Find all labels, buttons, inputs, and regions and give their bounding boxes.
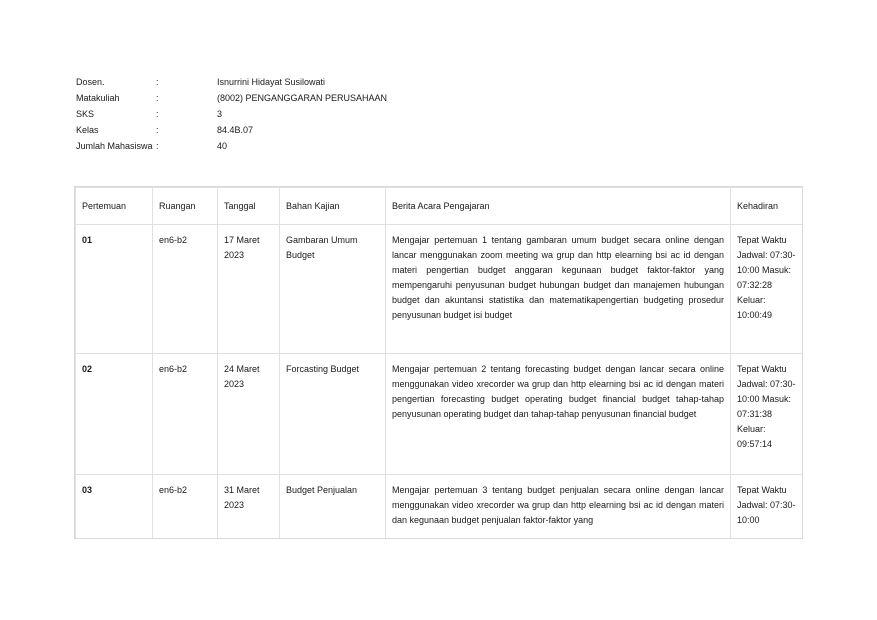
info-row-jumlah (76, 138, 387, 154)
cell-berita-acara: Mengajar pertemuan 3 tentang budget penjualan secara online dengan lancar menggunakan video xrecorder wa grup dan http elearning bsi ac id dengan materi dan kegunaan budget penjualan faktor-faktor yang (386, 475, 731, 540)
info-colon: : (156, 109, 159, 119)
cell-pertemuan: 01 (76, 225, 153, 354)
cell-tanggal: 24 Maret 2023 (218, 354, 280, 475)
table-row (76, 475, 804, 540)
info-row-kelas (76, 122, 387, 138)
header-berita-acara: Berita Acara Pengajaran (386, 188, 731, 225)
table-row (76, 354, 804, 475)
course-info (76, 74, 387, 154)
info-value: Isnurrini Hidayat Susilowati (217, 77, 326, 87)
header-pertemuan: Pertemuan (76, 188, 153, 225)
info-label: SKS (76, 109, 95, 119)
cell-berita-acara: Mengajar pertemuan 1 tentang gambaran umum budget secara online dengan lancar menggunakan zoom meeting wa grup dan http elearning bsi ac id dengan materi pengertian budget anggaran kegunaan budget faktor-faktor yang mempengaruhi penyusunan budget hubungan budget dan manajemen hubungan budget dan akuntansi statistika dan matematikapengertian budgeting prosedur penyusunan budget isi budget (386, 225, 731, 354)
table-header-row (76, 188, 804, 225)
cell-kehadiran: Tepat Waktu Jadwal: 07:30-10:00 Masuk: 07:32:28 Keluar: 10:00:49 (731, 225, 804, 354)
info-value: 84.4B.07 (217, 125, 254, 135)
cell-bahan-kajian: Gambaran Umum Budget (280, 225, 386, 354)
cell-tanggal: 17 Maret 2023 (218, 225, 280, 354)
attendance-table (75, 187, 803, 539)
cell-tanggal: 31 Maret 2023 (218, 475, 280, 540)
info-colon: : (156, 93, 159, 103)
info-value: 40 (217, 141, 228, 151)
cell-pertemuan: 02 (76, 354, 153, 475)
header-tanggal: Tanggal (218, 188, 280, 225)
attendance-table-container (74, 186, 803, 539)
info-colon: : (156, 141, 159, 151)
info-colon: : (156, 77, 159, 87)
info-row-sks (76, 106, 387, 122)
info-colon: : (156, 125, 159, 135)
cell-bahan-kajian: Forcasting Budget (280, 354, 386, 475)
table-row (76, 225, 804, 354)
info-row-matakuliah (76, 90, 387, 106)
header-bahan-kajian: Bahan Kajian (280, 188, 386, 225)
cell-kehadiran: Tepat Waktu Jadwal: 07:30-10:00 Masuk: 07:31:38 Keluar: 09:57:14 (731, 354, 804, 475)
cell-berita-acara: Mengajar pertemuan 2 tentang forecasting budget dengan lancar secara online menggunakan video xrecorder wa grup dan http elearning bsi ac id dengan materi pengertian forecasting budget operating budget financial budget tahap-tahap penyusunan operating budget dan tahap-tahap penyusunan financial budget (386, 354, 731, 475)
cell-ruangan: en6-b2 (153, 225, 218, 354)
info-value: (8002) PENGANGGARAN PERUSAHAAN (217, 93, 388, 103)
cell-pertemuan: 03 (76, 475, 153, 540)
header-ruangan: Ruangan (153, 188, 218, 225)
cell-kehadiran: Tepat Waktu Jadwal: 07:30-10:00 (731, 475, 804, 540)
cell-bahan-kajian: Budget Penjualan (280, 475, 386, 540)
cell-ruangan: en6-b2 (153, 475, 218, 540)
info-label: Jumlah Mahasiswa (76, 141, 153, 151)
cell-ruangan: en6-b2 (153, 354, 218, 475)
info-label: Kelas (76, 125, 99, 135)
header-kehadiran: Kehadiran (731, 188, 804, 225)
info-row-dosen (76, 74, 387, 90)
info-value: 3 (217, 109, 223, 119)
info-label: Dosen. (76, 77, 105, 87)
info-label: Matakuliah (76, 93, 120, 103)
